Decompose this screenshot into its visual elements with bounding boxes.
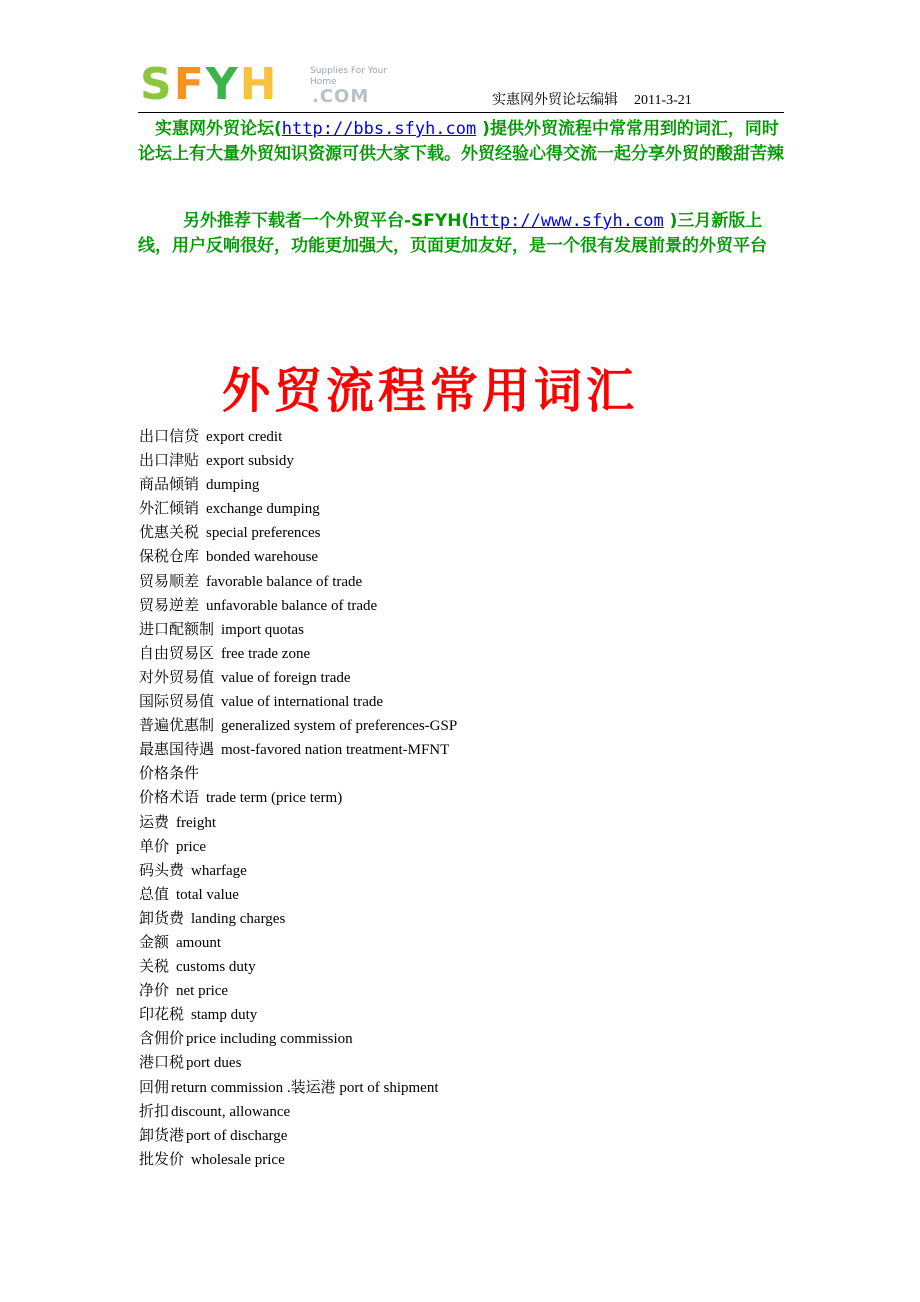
glossary-item — [139, 544, 457, 568]
glossary-term-cn: 贸易顺差 — [139, 571, 200, 590]
intro-paragraph-platform — [138, 209, 788, 259]
glossary-item — [139, 665, 457, 689]
glossary-item — [139, 448, 457, 472]
glossary-item — [139, 954, 457, 978]
glossary-term-cn: 港口税 — [139, 1053, 185, 1072]
intro-paragraph-forum — [138, 117, 788, 167]
glossary-term-cn: 优惠关税 — [139, 523, 200, 542]
glossary-item — [139, 689, 457, 713]
glossary-term-cn: 价格术语 — [139, 788, 200, 807]
glossary-term-en: import quotas — [221, 621, 304, 638]
glossary-term-cn: 运费 — [139, 812, 170, 831]
sfyh-logo[interactable] — [140, 59, 400, 110]
glossary-item — [139, 1075, 457, 1099]
glossary-item — [139, 1050, 457, 1074]
glossary-term-cn: 外汇倾销 — [139, 499, 200, 518]
glossary-item — [139, 930, 457, 954]
logo-tagline: Supplies For Your Home — [310, 66, 388, 87]
editor-label: 实惠网外贸论坛编辑 — [492, 93, 618, 108]
glossary-item — [139, 1026, 457, 1050]
glossary-term-en: special preferences — [206, 525, 321, 542]
glossary-item — [139, 761, 457, 785]
glossary-list — [139, 424, 457, 1171]
glossary-term-cn: 码头费 — [139, 860, 185, 879]
glossary-term-en: dumping — [206, 477, 260, 494]
glossary-term-cn: 普遍优惠制 — [139, 716, 215, 735]
platform-link[interactable]: http://www.sfyh.com — [469, 211, 664, 231]
glossary-term-en: port dues — [186, 1055, 242, 1072]
glossary-item — [139, 520, 457, 544]
glossary-term-cn: 自由贸易区 — [139, 643, 215, 662]
glossary-term-en: value of international trade — [221, 694, 384, 711]
glossary-term-cn: 贸易逆差 — [139, 595, 200, 614]
glossary-term-en: stamp duty — [191, 1007, 258, 1024]
glossary-term-cn: 回佣 — [139, 1077, 170, 1096]
glossary-item — [139, 737, 457, 761]
glossary-term-en: free trade zone — [221, 645, 311, 662]
glossary-term-en: port of discharge — [186, 1127, 288, 1144]
glossary-term-cn: 最惠国待遇 — [139, 740, 215, 759]
glossary-term-en: customs duty — [176, 959, 256, 976]
glossary-item — [139, 834, 457, 858]
glossary-term-en: exchange dumping — [206, 501, 320, 518]
glossary-item — [139, 810, 457, 834]
glossary-item — [139, 906, 457, 930]
glossary-term-cn: 出口信贷 — [139, 427, 200, 445]
logo-domain: .COM — [312, 86, 370, 107]
glossary-term-cn: 进口配额制 — [139, 619, 215, 638]
glossary-term-cn: 总值 — [139, 884, 170, 903]
intro2-prefix: 另外推荐下载者一个外贸平台-SFYH( — [183, 211, 470, 231]
glossary-term-cn: 出口津贴 — [139, 451, 200, 470]
glossary-term-cn: 单价 — [139, 836, 170, 855]
glossary-item — [139, 593, 457, 617]
glossary-term-en: price including commission — [186, 1031, 353, 1048]
glossary-term-cn: 对外贸易值 — [139, 667, 215, 686]
glossary-item — [139, 617, 457, 641]
glossary-term-cn: 金额 — [139, 932, 170, 951]
glossary-term-en: price — [176, 838, 206, 855]
glossary-item — [139, 785, 457, 809]
glossary-term-cn: 商品倾销 — [139, 475, 200, 494]
glossary-term-en: generalized system of preferences-GSP — [221, 718, 458, 735]
glossary-term-cn: 净价 — [139, 981, 170, 1000]
glossary-item — [139, 569, 457, 593]
glossary-term-en: return commission .装运港 port of shipment — [171, 1079, 439, 1096]
page-header — [138, 59, 784, 113]
glossary-term-cn: 含佣价 — [139, 1029, 185, 1048]
logo-letters: SFYH — [140, 59, 279, 110]
glossary-item — [139, 1147, 457, 1171]
glossary-term-cn: 保税仓库 — [139, 547, 200, 566]
glossary-term-en: total value — [176, 886, 239, 903]
glossary-term-en: export credit — [206, 429, 283, 445]
glossary-item — [139, 472, 457, 496]
glossary-term-en: export subsidy — [206, 453, 294, 470]
glossary-term-cn: 印花税 — [139, 1005, 185, 1024]
glossary-term-cn: 卸货港 — [139, 1125, 185, 1144]
glossary-term-cn: 批发价 — [139, 1149, 185, 1168]
intro2-suffix: )三月新版上线，用户反响很好，功能更加强大，页面更加友好，是一个很有发展前景的外贸平台 — [138, 211, 767, 256]
glossary-term-en: bonded warehouse — [206, 549, 319, 566]
glossary-term-cn: 国际贸易值 — [139, 692, 215, 711]
glossary-item — [139, 496, 457, 520]
glossary-term-en: favorable balance of trade — [206, 573, 363, 590]
glossary-term-en: most-favored nation treatment-MFNT — [221, 742, 450, 759]
glossary-item — [139, 858, 457, 882]
glossary-item — [139, 1123, 457, 1147]
glossary-item — [139, 713, 457, 737]
header-date: 2011-3-21 — [634, 93, 692, 108]
glossary-term-en: amount — [176, 934, 222, 951]
header-editor-line — [492, 92, 692, 110]
glossary-term-en: freight — [176, 814, 216, 831]
intro1-suffix: )提供外贸流程中常常用到的词汇，同时论坛上有大量外贸知识资源可供大家下载。外贸经验心得交流一起分享外贸的酸甜苦辣 — [138, 119, 784, 164]
glossary-term-cn: 价格条件 — [139, 764, 200, 783]
glossary-item — [139, 882, 457, 906]
glossary-item — [139, 1002, 457, 1026]
glossary-term-en: trade term (price term) — [206, 790, 343, 807]
glossary-term-cn: 关税 — [139, 957, 170, 976]
glossary-term-cn: 折扣 — [139, 1101, 170, 1120]
glossary-term-en: value of foreign trade — [221, 669, 351, 686]
glossary-item — [139, 424, 457, 448]
glossary-term-en: wholesale price — [191, 1151, 285, 1168]
glossary-item — [139, 1099, 457, 1123]
forum-link[interactable]: http://bbs.sfyh.com — [281, 119, 477, 139]
glossary-term-en: unfavorable balance of trade — [206, 597, 378, 614]
glossary-item — [139, 978, 457, 1002]
document-title: 外贸流程常用词汇 — [221, 363, 638, 419]
glossary-term-en: discount, allowance — [171, 1103, 291, 1120]
glossary-term-en: net price — [176, 983, 229, 1000]
glossary-term-en: landing charges — [191, 910, 286, 927]
glossary-item — [139, 641, 457, 665]
glossary-term-cn: 卸货费 — [139, 908, 185, 927]
intro1-prefix: 实惠网外贸论坛( — [155, 119, 282, 139]
glossary-term-en: wharfage — [191, 862, 247, 879]
